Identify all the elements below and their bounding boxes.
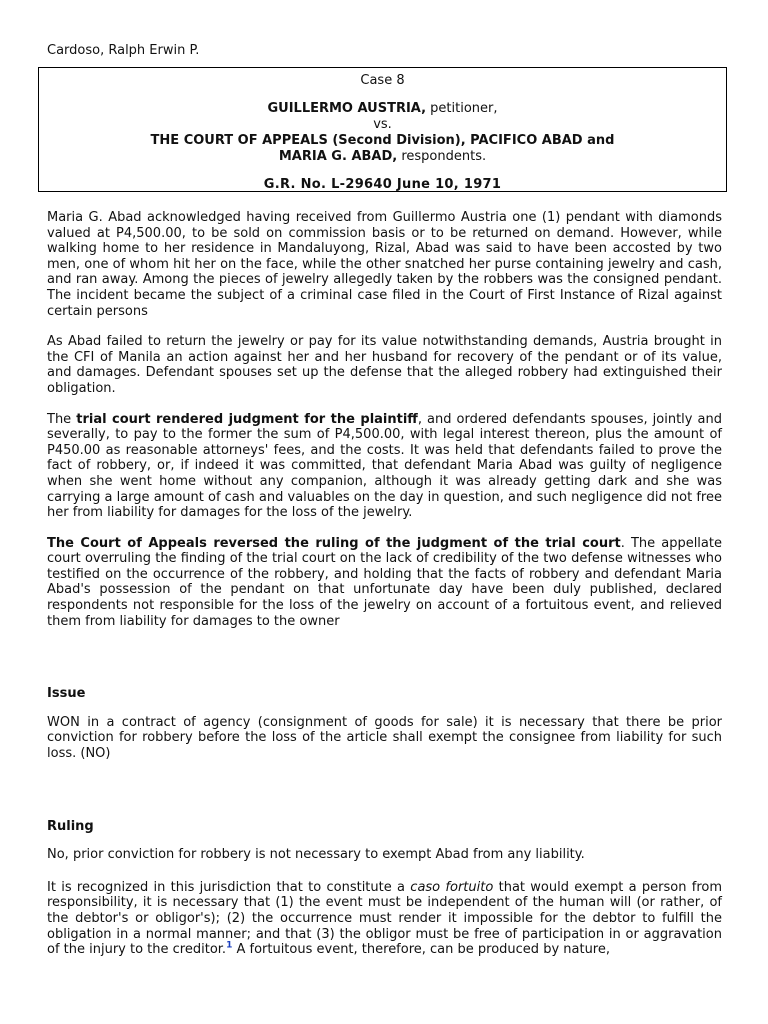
petitioner-name: GUILLERMO AUSTRIA, [267,101,427,116]
respondents-role: respondents. [397,149,487,164]
ruling-mid: that would exempt a person from responsibility, it is necessary that (1) the event must be independent of the human will (or rather, of the debtor's or obligor's); (2) the occurrence must render it impossible for the debtor to fulfill the obligation in a normal manner; and that (3) the obligor must be free of participation in or aggravation of the injury to the creditor. [47,879,722,958]
facts-paragraph-2: As Abad failed to return the jewelry or pay for its value notwithstanding demands, Austria brought in the CFI of Manila an action against her and her husband for recovery of the pendant or of its value, and damages. Defendant spouses set up the defense that the alleged robbery had extinguished their obligation. [47,334,722,396]
gr-number: G.R. No. L-29640 June 10, 1971 [263,177,502,192]
ruling-text-2 [47,880,722,958]
p3-rest: , and ordered defendants spouses, jointly and severally, to pay to the former the sum of P4,500.00, with legal interest thereon, plus the amount of P450.00 as reasonable attorneys' fees, and the costs. It was held that defendants failed to prove the fact of robbery, or, if indeed it was committed, that defendant Maria Abad was guilty of negligence when she went home without any companion, although it was already getting dark and she was carrying a large amount of cash and valuables on the day in question, and such negligence did not free her from liability for damages for the loss of the jewelry. [47,411,723,521]
respondents-line [39,133,726,165]
caso-fortuito-term: caso fortuito [410,879,494,895]
respondents-names: THE COURT OF APPEALS (Second Division), PACIFICO ABAD and MARIA G. ABAD, [150,133,615,164]
trial-court-holding: trial court rendered judgment for the plaintiff [76,411,418,427]
ruling-lead: It is recognized in this jurisdiction that to constitute a [47,879,411,895]
author-name: Cardoso, Ralph Erwin P. [47,43,200,58]
petitioner-line [39,101,726,117]
petitioner-role: petitioner, [426,101,498,116]
document-body [47,210,722,973]
appeals-paragraph [47,536,722,630]
issue-heading: Issue [47,686,86,702]
ruling-text-1: No, prior conviction for robbery is not necessary to exempt Abad from any liability. [47,847,585,863]
issue-text: WON in a contract of agency (consignment of goods for sale) it is necessary that there be prior conviction for robbery before the loss of the article shall exempt the consignee from liability for such loss. (NO) [47,714,722,762]
trial-court-paragraph [47,412,722,521]
footnote-ref-link[interactable]: 1 [226,940,233,951]
ruling-tail: A fortuitous event, therefore, can be produced by nature, [232,942,611,958]
facts-paragraph-1: Maria G. Abad acknowledged having received from Guillermo Austria one (1) pendant with diamonds valued at P4,500.00, to be sold on commission basis or to be returned on demand. However, while walking home to her residence in Mandaluyong, Rizal, Abad was said to have been accosted by two men, one of whom hit her on the face, while the other snatched her purse containing jewelry and cash, and ran away. Among the pieces of jewelry allegedly taken by the robbers was the consigned pendant. The incident became the subject of a criminal case filed in the Court of First Instance of Rizal against certain persons [47,210,722,319]
case-number: Case 8 [360,73,405,88]
appeals-holding: The Court of Appeals reversed the ruling of the judgment of the trial court [47,535,621,551]
p3-lead: The [47,411,77,427]
p4-rest: . The appellate court overruling the finding of the trial court on the lack of credibility of the two defense witnesses who testified on the occurrence of the robbery, and holding that the facts of robbery and defendant Maria Abad's possession of the pendant on that unfortunate day have been duly published, declared respondents not responsible for the loss of the jewelry on account of a fortuitous event, and relieved them from liability for damages to the owner [47,535,722,629]
ruling-heading: Ruling [47,818,94,834]
versus-label: vs. [373,117,392,132]
case-caption-box [38,67,727,192]
